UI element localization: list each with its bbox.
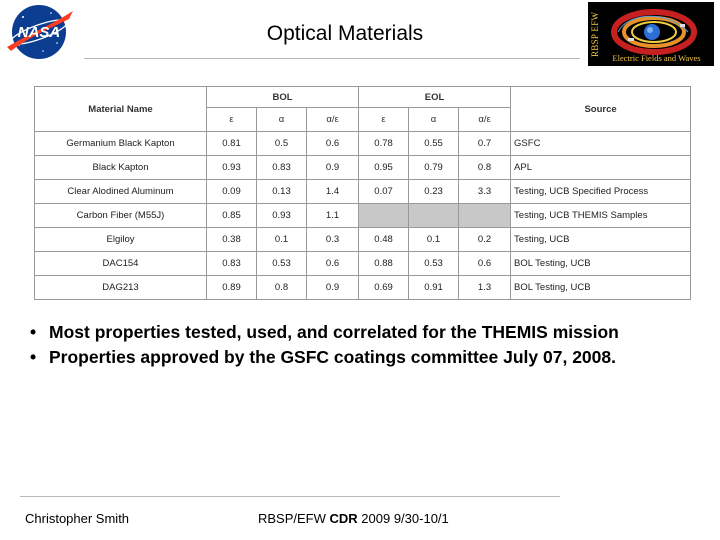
bullet-text: Most properties tested, used, and correlated for the THEMIS mission bbox=[49, 322, 619, 342]
optical-materials-table bbox=[34, 86, 691, 300]
cell-eol-absorptivity bbox=[409, 204, 459, 228]
cell-source: GSFC bbox=[511, 132, 691, 156]
table-row bbox=[35, 156, 691, 180]
table-body bbox=[35, 132, 691, 300]
cell-eol-ratio: 0.8 bbox=[459, 156, 511, 180]
cell-bol-absorptivity: 0.83 bbox=[257, 156, 307, 180]
cell-material-name: Carbon Fiber (M55J) bbox=[35, 204, 207, 228]
rbsp-logo-vertical-text: RBSP EFW bbox=[590, 11, 600, 57]
cell-bol-ratio: 0.9 bbox=[307, 156, 359, 180]
cell-bol-emissivity: 0.38 bbox=[207, 228, 257, 252]
footer-conf-prefix: RBSP/EFW bbox=[258, 511, 330, 526]
sub-header-bol-ratio: α/ε bbox=[307, 108, 359, 132]
cell-bol-absorptivity: 0.5 bbox=[257, 132, 307, 156]
cell-bol-absorptivity: 0.93 bbox=[257, 204, 307, 228]
footer-conference bbox=[258, 511, 449, 526]
cell-source: Testing, UCB bbox=[511, 228, 691, 252]
bullet-item bbox=[30, 320, 690, 344]
page-title: Optical Materials bbox=[266, 22, 424, 45]
cell-bol-emissivity: 0.09 bbox=[207, 180, 257, 204]
cell-eol-absorptivity: 0.23 bbox=[409, 180, 459, 204]
bullet-text: Properties approved by the GSFC coatings committee July 07, 2008. bbox=[49, 347, 616, 367]
cell-bol-absorptivity: 0.1 bbox=[257, 228, 307, 252]
cell-bol-ratio: 0.3 bbox=[307, 228, 359, 252]
rbsp-logo-subtitle: Electric Fields and Waves bbox=[612, 53, 701, 63]
cell-eol-ratio bbox=[459, 204, 511, 228]
cell-eol-ratio: 0.6 bbox=[459, 252, 511, 276]
cell-material-name: Clear Alodined Aluminum bbox=[35, 180, 207, 204]
table-row bbox=[35, 132, 691, 156]
cell-bol-emissivity: 0.93 bbox=[207, 156, 257, 180]
bullet-dot-icon: • bbox=[30, 347, 37, 367]
bullet-list bbox=[30, 320, 690, 370]
cell-source: APL bbox=[511, 156, 691, 180]
cell-bol-ratio: 1.1 bbox=[307, 204, 359, 228]
cell-bol-ratio: 0.9 bbox=[307, 276, 359, 300]
footer-divider bbox=[20, 496, 560, 497]
cell-eol-absorptivity: 0.55 bbox=[409, 132, 459, 156]
footer-conf-bold: CDR bbox=[329, 511, 358, 526]
footer-author: Christopher Smith bbox=[25, 511, 130, 526]
bullet-item bbox=[30, 345, 690, 369]
cell-eol-absorptivity: 0.53 bbox=[409, 252, 459, 276]
cell-material-name: DAG213 bbox=[35, 276, 207, 300]
table-row bbox=[35, 228, 691, 252]
cell-eol-emissivity: 0.48 bbox=[359, 228, 409, 252]
cell-eol-emissivity: 0.07 bbox=[359, 180, 409, 204]
cell-eol-emissivity: 0.88 bbox=[359, 252, 409, 276]
cell-bol-emissivity: 0.83 bbox=[207, 252, 257, 276]
table-row bbox=[35, 276, 691, 300]
cell-eol-emissivity: 0.78 bbox=[359, 132, 409, 156]
cell-bol-emissivity: 0.89 bbox=[207, 276, 257, 300]
cell-bol-absorptivity: 0.8 bbox=[257, 276, 307, 300]
cell-eol-emissivity: 0.95 bbox=[359, 156, 409, 180]
cell-eol-ratio: 0.2 bbox=[459, 228, 511, 252]
col-source: Source bbox=[511, 87, 691, 132]
cell-bol-emissivity: 0.81 bbox=[207, 132, 257, 156]
cell-bol-ratio: 0.6 bbox=[307, 252, 359, 276]
table-row bbox=[35, 204, 691, 228]
cell-material-name: Elgiloy bbox=[35, 228, 207, 252]
cell-eol-emissivity bbox=[359, 204, 409, 228]
sub-header-eol-absorptivity: α bbox=[409, 108, 459, 132]
table-row bbox=[35, 180, 691, 204]
cell-material-name: Black Kapton bbox=[35, 156, 207, 180]
rbsp-efw-logo bbox=[588, 2, 714, 66]
sub-header-eol-emissivity: ε bbox=[359, 108, 409, 132]
cell-source: BOL Testing, UCB bbox=[511, 276, 691, 300]
cell-eol-absorptivity: 0.1 bbox=[409, 228, 459, 252]
cell-eol-ratio: 1.3 bbox=[459, 276, 511, 300]
cell-eol-emissivity: 0.69 bbox=[359, 276, 409, 300]
sub-header-eol-ratio: α/ε bbox=[459, 108, 511, 132]
cell-bol-ratio: 1.4 bbox=[307, 180, 359, 204]
cell-bol-absorptivity: 0.13 bbox=[257, 180, 307, 204]
table-header-row bbox=[35, 87, 691, 108]
nasa-logo-text: NASA bbox=[17, 24, 61, 41]
table-row bbox=[35, 252, 691, 276]
cell-material-name: Germanium Black Kapton bbox=[35, 132, 207, 156]
cell-source: Testing, UCB Specified Process bbox=[511, 180, 691, 204]
col-material-name: Material Name bbox=[35, 87, 207, 132]
cell-material-name: DAC154 bbox=[35, 252, 207, 276]
cell-eol-absorptivity: 0.79 bbox=[409, 156, 459, 180]
cell-bol-absorptivity: 0.53 bbox=[257, 252, 307, 276]
sub-header-bol-absorptivity: α bbox=[257, 108, 307, 132]
footer-conf-suffix: 2009 9/30-10/1 bbox=[357, 511, 449, 526]
title-divider bbox=[84, 58, 580, 59]
col-group-eol: EOL bbox=[359, 87, 511, 108]
cell-eol-absorptivity: 0.91 bbox=[409, 276, 459, 300]
bullet-dot-icon: • bbox=[30, 322, 37, 342]
cell-eol-ratio: 0.7 bbox=[459, 132, 511, 156]
cell-source: Testing, UCB THEMIS Samples bbox=[511, 204, 691, 228]
cell-eol-ratio: 3.3 bbox=[459, 180, 511, 204]
col-group-bol: BOL bbox=[207, 87, 359, 108]
cell-bol-emissivity: 0.85 bbox=[207, 204, 257, 228]
cell-bol-ratio: 0.6 bbox=[307, 132, 359, 156]
cell-source: BOL Testing, UCB bbox=[511, 252, 691, 276]
sub-header-bol-emissivity: ε bbox=[207, 108, 257, 132]
